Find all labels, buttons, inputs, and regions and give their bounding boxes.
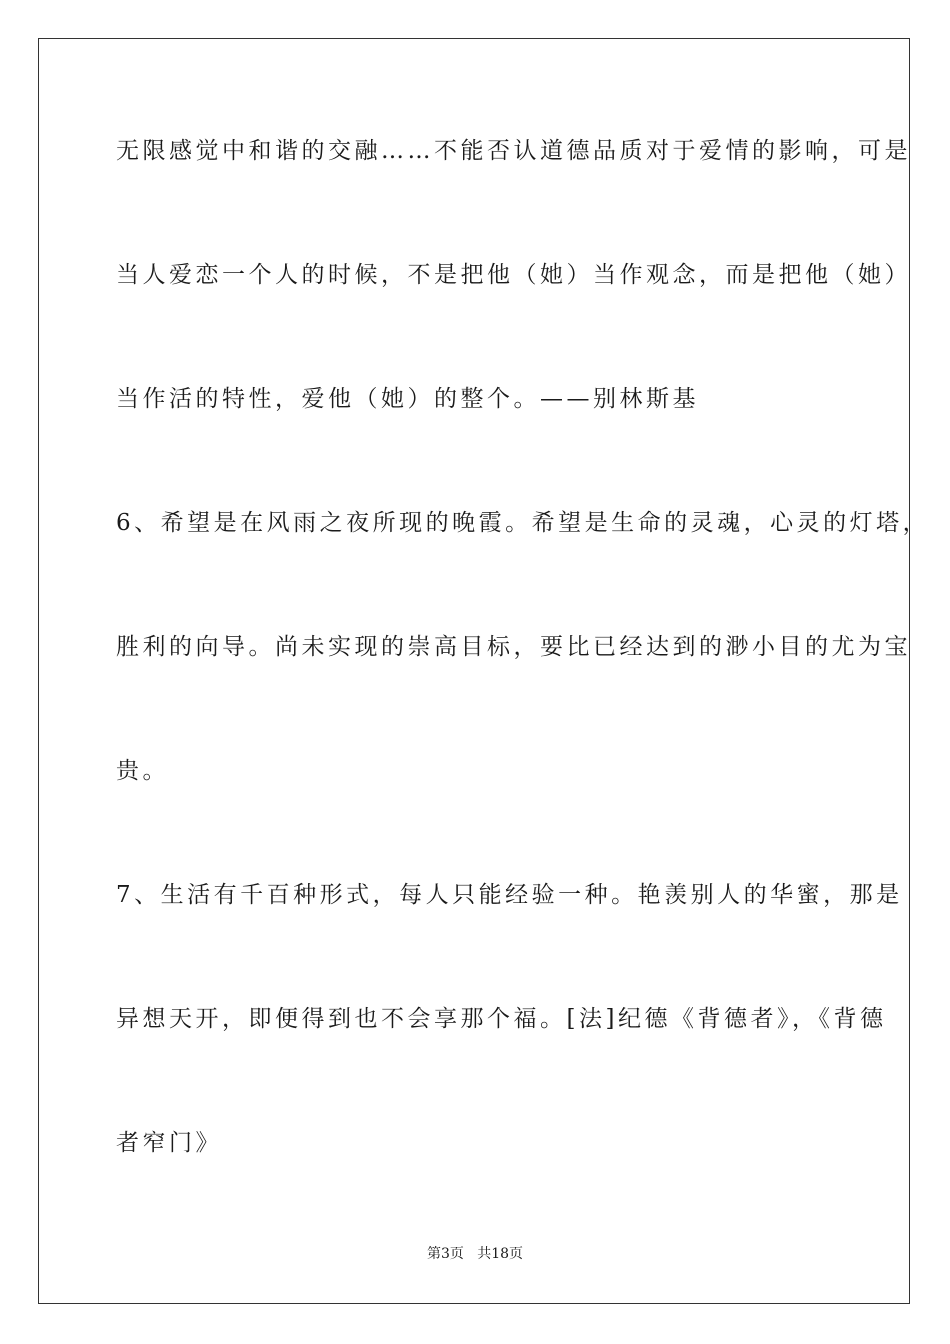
text-line: 当人爱恋一个人的时候，不是把他（她）当作观念，而是把他（她）: [116, 262, 911, 288]
text-line: 胜利的向导。尚未实现的崇高目标，要比已经达到的渺小目的尤为宝: [116, 634, 911, 660]
page-number-footer: 第3页 共18页: [426, 1246, 524, 1262]
text-line: 异想天开，即便得到也不会享那个福。[法]纪德《背德者》，《背德: [116, 1006, 887, 1032]
text-line: 6、希望是在风雨之夜所现的晚霞。希望是生命的灵魂，心灵的灯塔，: [116, 510, 930, 536]
text-line: 贵。: [116, 758, 169, 784]
text-line: 者窄门》: [116, 1130, 222, 1156]
text-line: 当作活的特性，爱他（她）的整个。——别林斯基: [116, 386, 699, 412]
text-line: 无限感觉中和谐的交融……不能否认道德品质对于爱情的影响，可是: [116, 138, 911, 164]
page-border: [38, 38, 910, 1304]
text-line: 7、生活有千百种形式，每人只能经验一种。艳羡别人的华蜜，那是: [116, 882, 903, 908]
